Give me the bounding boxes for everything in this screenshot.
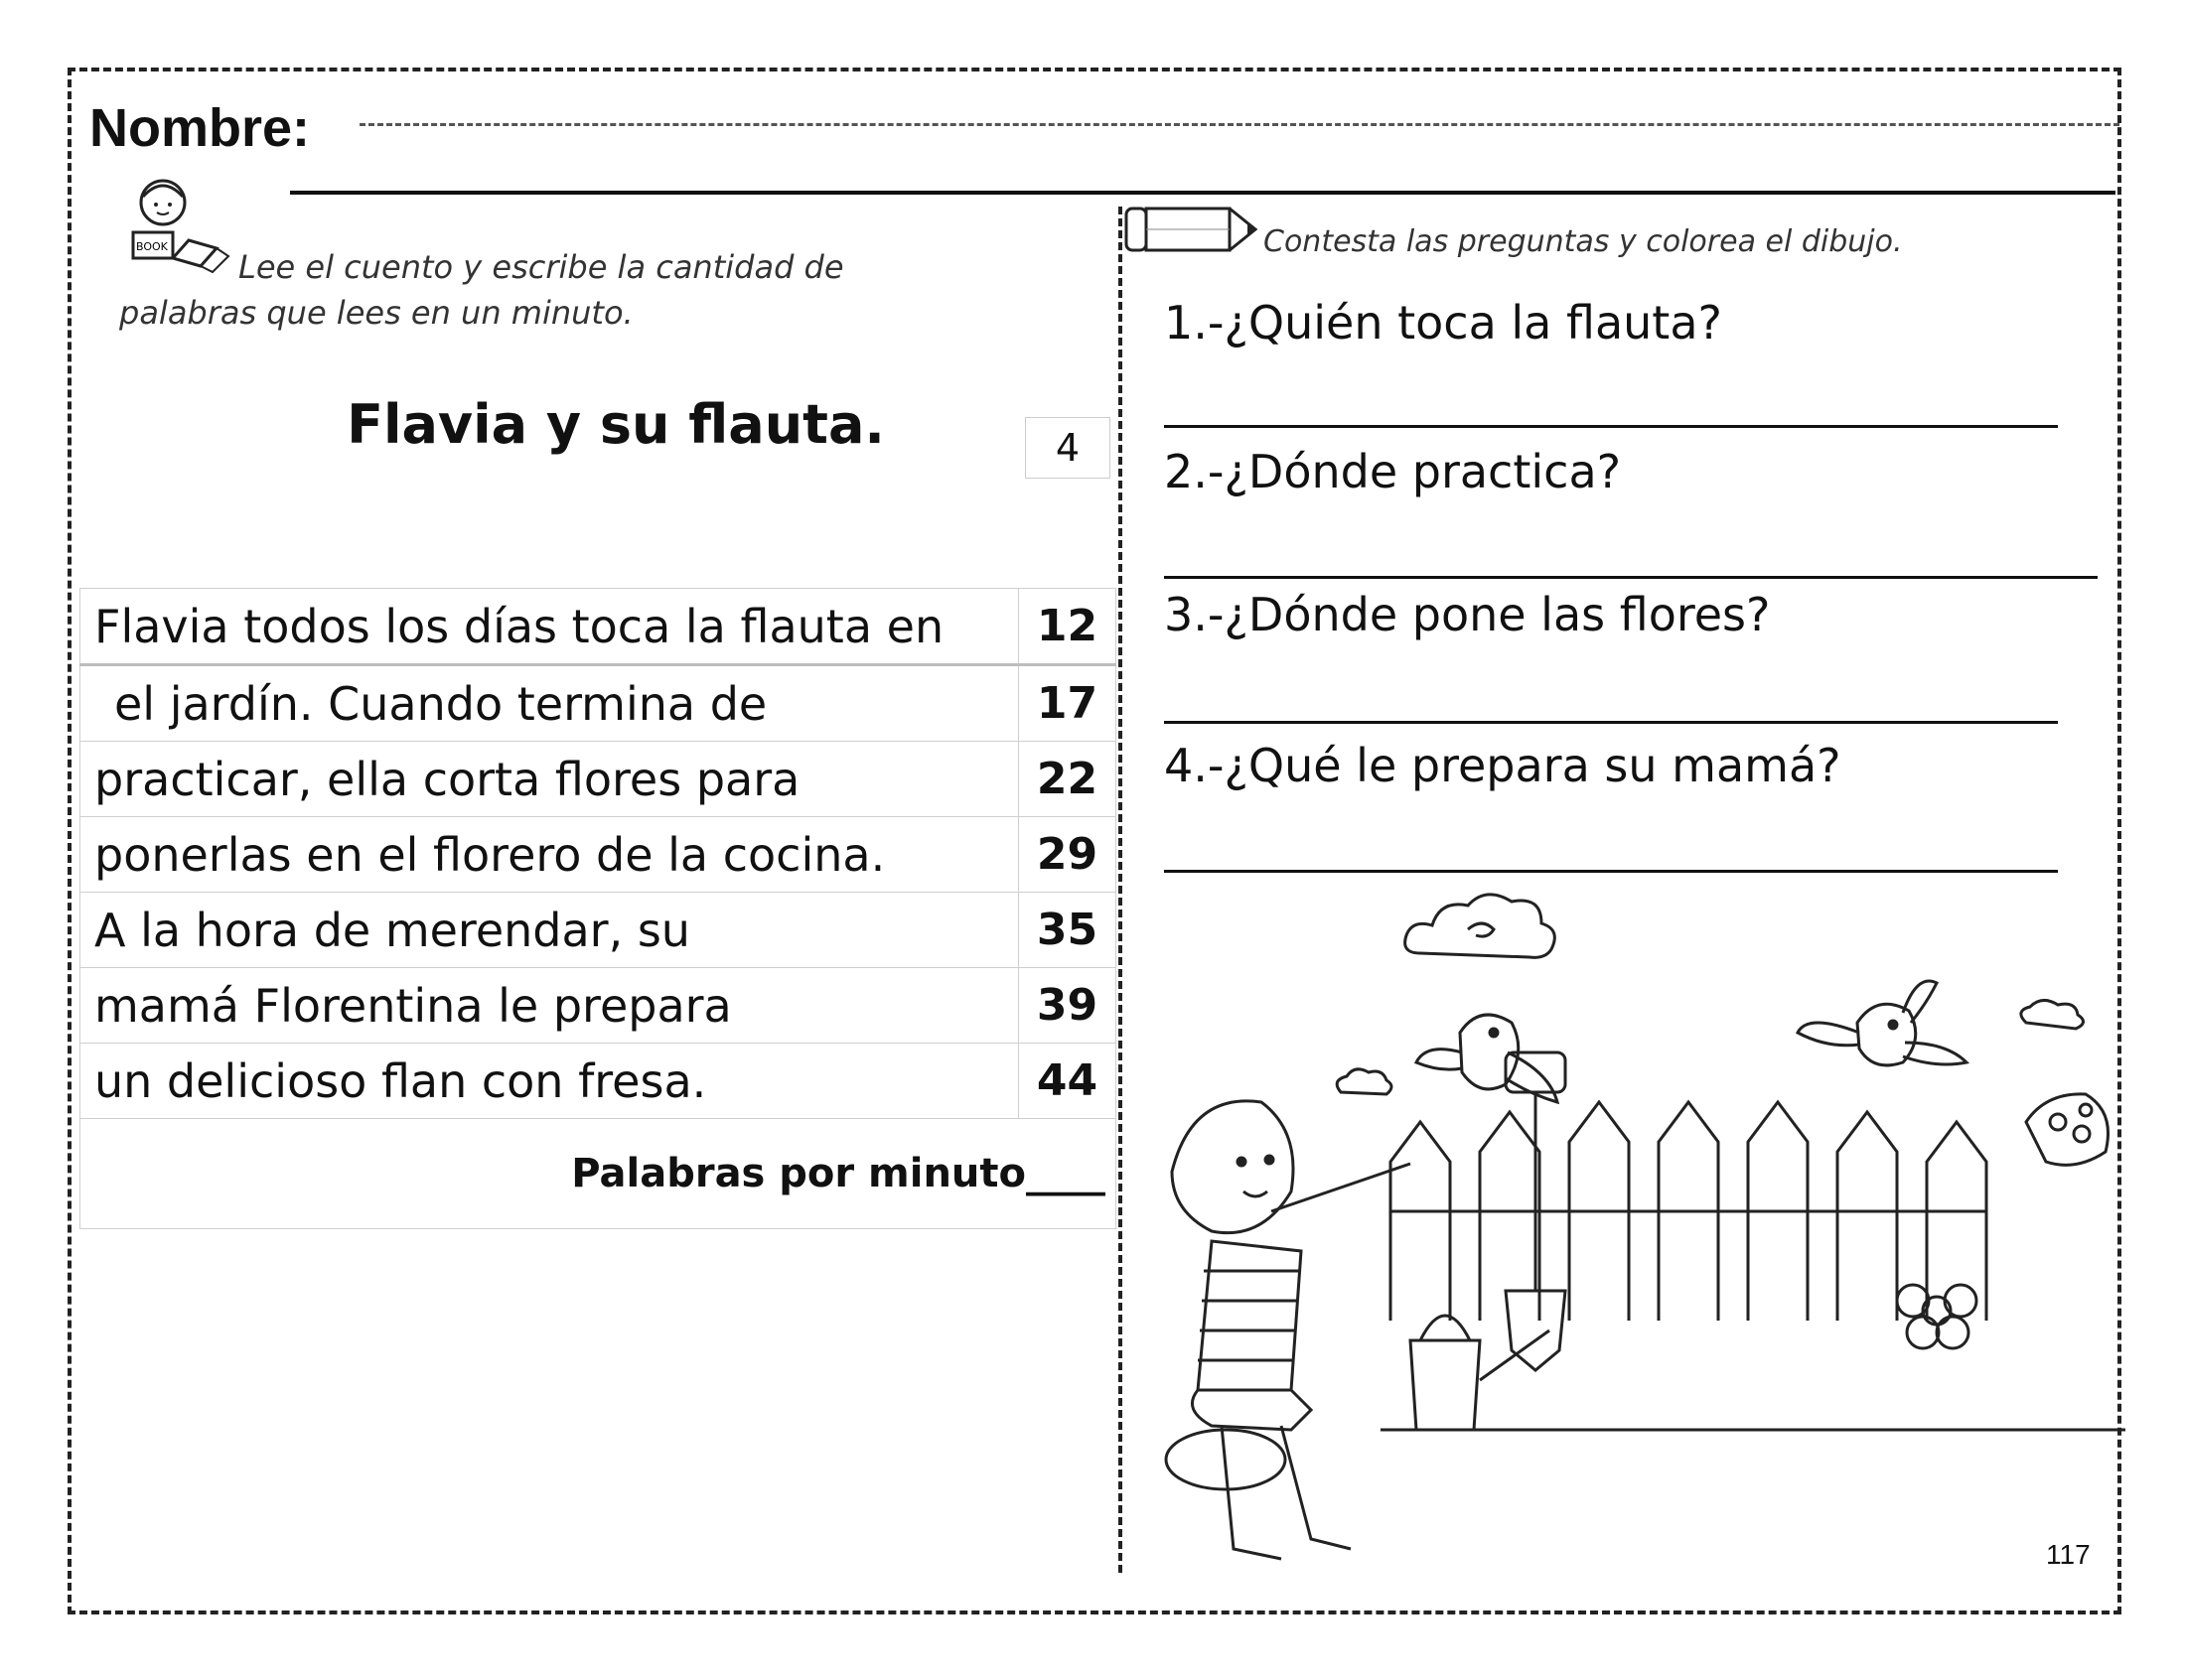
book-label: BOOK bbox=[136, 240, 168, 253]
story-row bbox=[80, 893, 1116, 968]
bush-icon bbox=[2026, 1094, 2109, 1165]
girl-playing-flute bbox=[1166, 1101, 1410, 1559]
answer-line-2[interactable] bbox=[1164, 576, 2098, 579]
pencil-icon bbox=[1122, 205, 1261, 254]
story-row bbox=[80, 665, 1116, 742]
questions-instruction: Contesta las preguntas y colorea el dibujo. bbox=[1263, 224, 1903, 259]
story-row bbox=[80, 1044, 1116, 1119]
question-3: 3.-¿Dónde pone las flores? bbox=[1164, 588, 1771, 641]
question-1: 1.-¿Quién toca la flauta? bbox=[1164, 296, 1722, 350]
story-row bbox=[80, 742, 1116, 817]
instruction-line-2: palabras que lees en un minuto. bbox=[119, 294, 634, 332]
story-row bbox=[80, 968, 1116, 1044]
story-line: ponerlas en el florero de la cocina. bbox=[80, 817, 1019, 893]
answer-line-4[interactable] bbox=[1164, 870, 2058, 873]
word-count: 35 bbox=[1018, 893, 1115, 968]
header-rule bbox=[290, 191, 2115, 195]
coloring-illustration bbox=[1152, 874, 2125, 1569]
bird-icon bbox=[1798, 981, 1966, 1065]
story-line: un delicioso flan con fresa. bbox=[80, 1044, 1019, 1119]
name-label: Nombre: bbox=[89, 98, 311, 158]
page-number: 117 bbox=[2046, 1539, 2091, 1570]
instruction-line-1: Lee el cuento y escribe la cantidad de bbox=[238, 248, 844, 286]
answer-line-3[interactable] bbox=[1164, 721, 2058, 724]
story-title: Flavia y su flauta. bbox=[347, 393, 885, 456]
small-cloud-icon bbox=[2021, 1000, 2084, 1029]
fence bbox=[1390, 1102, 1986, 1321]
word-count: 44 bbox=[1018, 1044, 1115, 1119]
story-line: Flavia todos los días toca la flauta en bbox=[80, 589, 1019, 665]
word-count: 17 bbox=[1018, 665, 1115, 742]
watering-can-icon bbox=[1410, 1316, 1549, 1430]
small-cloud-icon bbox=[1337, 1069, 1391, 1094]
story-row bbox=[80, 817, 1116, 893]
story-line: A la hora de merendar, su bbox=[80, 893, 1019, 968]
words-per-minute-field[interactable]: Palabras por minuto____ bbox=[80, 1119, 1116, 1229]
word-count: 22 bbox=[1018, 742, 1115, 817]
story-row bbox=[80, 589, 1116, 665]
footer-row bbox=[80, 1119, 1116, 1229]
question-2: 2.-¿Dónde practica? bbox=[1164, 445, 1622, 498]
story-table bbox=[79, 588, 1116, 1229]
word-count: 12 bbox=[1018, 589, 1115, 665]
reading-instruction bbox=[119, 244, 973, 336]
word-count: 29 bbox=[1018, 817, 1115, 893]
title-word-count: 4 bbox=[1025, 417, 1110, 479]
story-line: el jardín. Cuando termina de bbox=[80, 665, 1019, 742]
name-answer-line[interactable] bbox=[360, 123, 2119, 126]
bird-icon bbox=[1416, 1015, 1557, 1102]
cloud-icon bbox=[1405, 895, 1555, 957]
story-line: practicar, ella corta flores para bbox=[80, 742, 1019, 817]
answer-line-1[interactable] bbox=[1164, 425, 2058, 428]
question-4: 4.-¿Qué le prepara su mamá? bbox=[1164, 739, 1841, 792]
word-count: 39 bbox=[1018, 968, 1115, 1044]
column-divider bbox=[1118, 207, 1122, 1573]
story-line: mamá Florentina le prepara bbox=[80, 968, 1019, 1044]
flower-icon bbox=[1897, 1285, 1976, 1348]
